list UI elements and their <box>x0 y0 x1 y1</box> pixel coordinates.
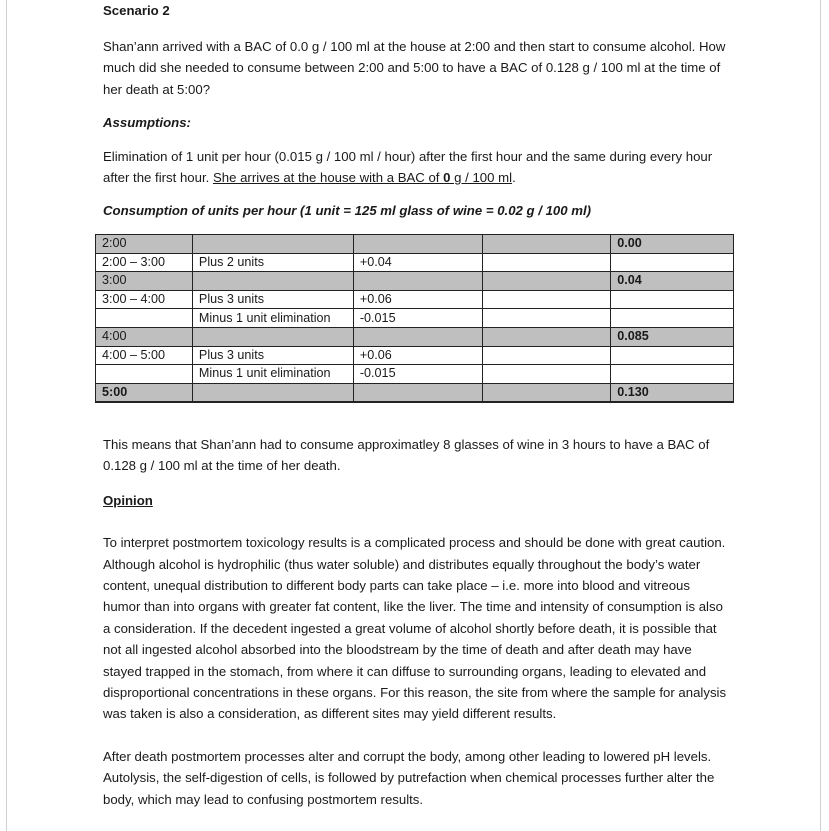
elimination-end: . <box>512 170 516 186</box>
arrival-bac-pre: She arrives at the house with a BAC of <box>212 170 444 186</box>
table-cell-c2 <box>192 383 353 402</box>
table-cell-c5: 0.085 <box>611 327 734 346</box>
table-cell-c1: 4:00 – 5:00 <box>96 346 193 365</box>
table-row <box>96 290 734 309</box>
table-cell-c3 <box>353 383 482 402</box>
table-cell-c3: +0.06 <box>353 290 482 309</box>
table-cell-c2 <box>192 272 353 291</box>
table-cell-c3 <box>353 235 482 254</box>
table-cell-c1 <box>96 309 193 328</box>
table-row <box>96 253 734 272</box>
table-cell-c5: 0.04 <box>611 272 734 291</box>
assumptions-heading: Assumptions: <box>103 115 191 131</box>
opinion-heading: Opinion <box>103 492 153 508</box>
table-cell-c5 <box>611 309 734 328</box>
table-row <box>96 235 734 254</box>
table-cell-c4 <box>482 327 611 346</box>
table-cell-c3: +0.06 <box>353 346 482 365</box>
table-row <box>96 327 734 346</box>
document-page <box>6 0 821 831</box>
scenario-heading: Scenario 2 <box>103 3 170 18</box>
table-cell-c3 <box>353 272 482 291</box>
table-cell-c1: 4:00 <box>96 327 193 346</box>
table-row <box>96 365 734 384</box>
table-cell-c4 <box>482 235 611 254</box>
table-cell-c4 <box>482 290 611 309</box>
table-cell-c2: Plus 2 units <box>192 253 353 272</box>
conclusion-paragraph: This means that Shan’ann had to consume approximatley 8 glasses of wine in 3 hours to have a BAC of 0.128 g / 100 ml at the time of her death. <box>103 437 710 474</box>
scenario-question: Shan’ann arrived with a BAC of 0.0 g / 100 ml at the house at 2:00 and then start to consume alcohol. How much did she needed to consume between 2:00 and 5:00 to have a BAC of 0.128 g / 100 ml at the time of her death at 5:00? <box>103 39 726 97</box>
table-cell-c2: Plus 3 units <box>192 346 353 365</box>
bac-table <box>95 234 734 403</box>
table-row <box>96 383 734 402</box>
table-cell-c5: 0.00 <box>611 235 734 254</box>
table-cell-c5: 0.130 <box>611 383 734 402</box>
table-row <box>96 272 734 291</box>
elimination-paragraph <box>103 146 731 189</box>
table-row <box>96 346 734 365</box>
opinion-section <box>103 434 731 810</box>
table-cell-c1 <box>96 365 193 384</box>
table-cell-c4 <box>482 365 611 384</box>
table-cell-c3: -0.015 <box>353 365 482 384</box>
table-cell-c5 <box>611 253 734 272</box>
table-cell-c1: 3:00 <box>96 272 193 291</box>
arrival-bac-post: g / 100 ml <box>450 170 513 186</box>
table-cell-c3: +0.04 <box>353 253 482 272</box>
table-cell-c2: Minus 1 unit elimination <box>192 365 353 384</box>
elimination-text: Elimination of 1 unit per hour (0.015 g / 100 ml / hour) after the first hour and the same during every hour after the first hour. <box>103 148 713 186</box>
table-cell-c1: 2:00 <box>96 235 193 254</box>
table-cell-c1: 3:00 – 4:00 <box>96 290 193 309</box>
consumption-heading: Consumption of units per hour (1 unit = 125 ml glass of wine = 0.02 g / 100 ml) <box>103 203 592 219</box>
table-cell-c4 <box>482 383 611 402</box>
arrival-bac-value: 0 <box>443 170 451 186</box>
table-cell-c1: 2:00 – 3:00 <box>96 253 193 272</box>
table-cell-c2: Minus 1 unit elimination <box>192 309 353 328</box>
opinion-paragraph-1: To interpret postmortem toxicology results is a complicated process and should be done with great caution. Although alcohol is hydrophilic (thus water soluble) and distributes equally throughout the body’s water content, unequal distribution to different body parts can take place – i.e. more into blood and vitreous humor than into organs with greater fat content, like the liver. The time and intensity of consumption is also a consideration. If the decedent ingested a great volume of alcohol shortly before death, it is possible that not all ingested alcohol absorbed into the bloodstream by the time of death and after death may have stayed trapped in the stomach, from where it can diffuse to surrounding organs, leading to elevated and disproportional concentrations in these organs. For this reason, the site from where the sample for analysis was taken is also a consideration, as different sites may yield different results. <box>103 535 727 722</box>
table-cell-c2: Plus 3 units <box>192 290 353 309</box>
opinion-paragraph-2: After death postmortem processes alter and corrupt the body, among other leading to lowered pH levels. Autolysis, the self-digestion of cells, is followed by putrefaction when chemical processes further alter the body, which may lead to confusing postmortem results. <box>103 748 715 807</box>
table-cell-c3: -0.015 <box>353 309 482 328</box>
table-cell-c4 <box>482 309 611 328</box>
table-cell-c3 <box>353 327 482 346</box>
table-cell-c5 <box>611 290 734 309</box>
table-cell-c2 <box>192 235 353 254</box>
table-row <box>96 309 734 328</box>
table-cell-c4 <box>482 253 611 272</box>
arrival-bac-note <box>213 170 512 185</box>
table-cell-c1: 5:00 <box>96 383 193 402</box>
table-cell-c4 <box>482 272 611 291</box>
table-cell-c5 <box>611 365 734 384</box>
table-cell-c2 <box>192 327 353 346</box>
table-cell-c5 <box>611 346 734 365</box>
scenario-section <box>103 0 731 222</box>
table-cell-c4 <box>482 346 611 365</box>
